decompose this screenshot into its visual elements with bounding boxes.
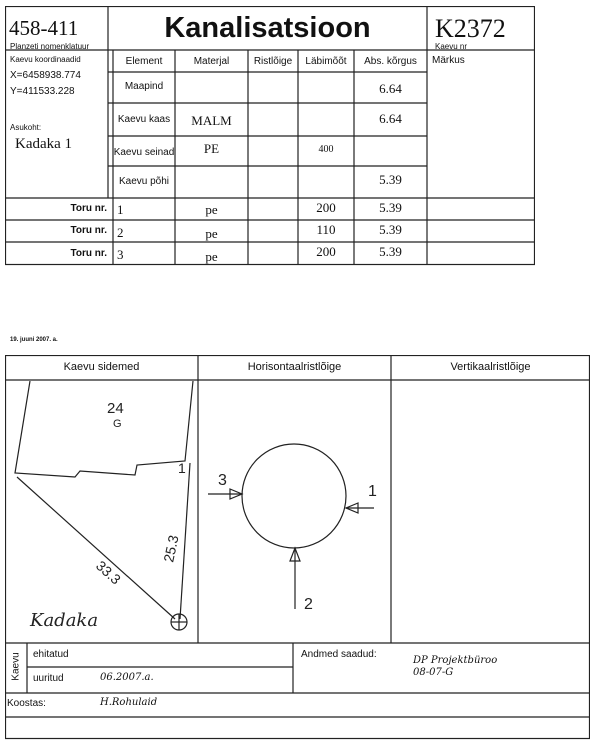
coord-x: X=6458938.774 — [10, 70, 81, 81]
header-element: Element — [125, 56, 163, 67]
pipe-label: Toru nr. — [70, 225, 107, 236]
row-element: Kaevu põhi — [118, 176, 170, 187]
building-outline — [15, 381, 193, 477]
section-ties: Kaevu sidemed — [63, 361, 140, 373]
pipe-material: pe — [205, 249, 218, 264]
top-card — [5, 6, 535, 266]
bottom-sheet — [5, 355, 590, 740]
distance-line-b — [180, 463, 190, 619]
pipe-diameter: 110 — [316, 222, 336, 237]
pipe-mark-3: 3 — [218, 472, 227, 489]
pipe-height: 5.39 — [379, 200, 402, 215]
pipe-material: pe — [205, 226, 218, 241]
header-material: Materjal — [193, 56, 230, 67]
nomenclature-label: Planzeti nomenklatuur — [10, 42, 90, 51]
date-stamp: 19. juuni 2007. a. — [10, 337, 58, 343]
header-diameter: Läbimõõt — [305, 56, 347, 67]
pipe-height: 5.39 — [379, 222, 402, 237]
header-cross: Ristlõige — [253, 56, 293, 67]
tie-b: G — [113, 418, 122, 430]
data-value-1: DP Projektbüroo — [413, 655, 498, 666]
row-diameter: 400 — [318, 144, 334, 155]
ties-sketch — [5, 381, 198, 643]
tie-c: 1 — [178, 460, 186, 476]
compiled-value: H.Rohulaid — [100, 697, 158, 708]
row-element: Kaevu kaas — [117, 114, 171, 125]
measured-value: 06.2007.a. — [100, 672, 154, 683]
well-no-label: Kaevu nr — [435, 42, 468, 51]
pipe-label: Toru nr. — [70, 248, 107, 259]
row-element: Kaevu seinad — [113, 147, 175, 158]
built-label: ehitatud — [33, 649, 69, 660]
row-material: PE — [203, 141, 220, 156]
data-value-2: 08-07-G — [413, 667, 454, 678]
horizontal-sketch — [198, 381, 391, 643]
row-height: 6.64 — [379, 111, 402, 126]
section-vertical: Vertikaalristlõige — [450, 361, 531, 373]
tie-e: 25.3 — [160, 533, 182, 564]
pipe-diameter: 200 — [316, 244, 336, 259]
pipe-mark-1: 1 — [368, 483, 377, 500]
header-height: Abs. kõrgus — [364, 56, 417, 67]
pipe-no: 2 — [117, 225, 124, 240]
pipe-material: pe — [205, 202, 218, 217]
distance-line-a — [17, 477, 175, 619]
nomenclature-value: 458-411 — [9, 16, 79, 40]
pipe-label: Toru nr. — [70, 203, 107, 214]
header-remark: Märkus — [432, 55, 465, 66]
location-label: Asukoht: — [10, 123, 42, 132]
section-horizontal: Horisontaalristlõige — [247, 361, 342, 373]
kaevu-label: Kaevu — [10, 652, 22, 681]
pipe-height: 5.39 — [379, 244, 402, 259]
row-height: 6.64 — [379, 81, 402, 96]
tie-a: 24 — [107, 400, 124, 417]
pipe-no: 3 — [117, 247, 124, 262]
page-title: Kanalisatsioon — [164, 12, 371, 44]
coords-label: Kaevu koordinaadid — [10, 55, 81, 64]
place-label: Kadaka — [30, 610, 99, 631]
well-circle — [242, 444, 346, 548]
pipe-no: 1 — [117, 202, 124, 217]
pipe-mark-2: 2 — [304, 596, 313, 613]
data-label: Andmed saadud: — [301, 649, 377, 660]
tie-d: 33.3 — [92, 557, 124, 588]
well-no-value: K2372 — [435, 14, 506, 43]
row-material: MALM — [191, 113, 232, 128]
compiled-label: Koostas: — [7, 698, 46, 709]
coord-y: Y=411533.228 — [10, 86, 75, 97]
measured-label: uuritud — [33, 673, 64, 684]
row-element: Maapind — [124, 81, 164, 92]
row-height: 5.39 — [379, 172, 402, 187]
location-value: Kadaka 1 — [15, 136, 73, 152]
pipe-diameter: 200 — [316, 200, 336, 215]
